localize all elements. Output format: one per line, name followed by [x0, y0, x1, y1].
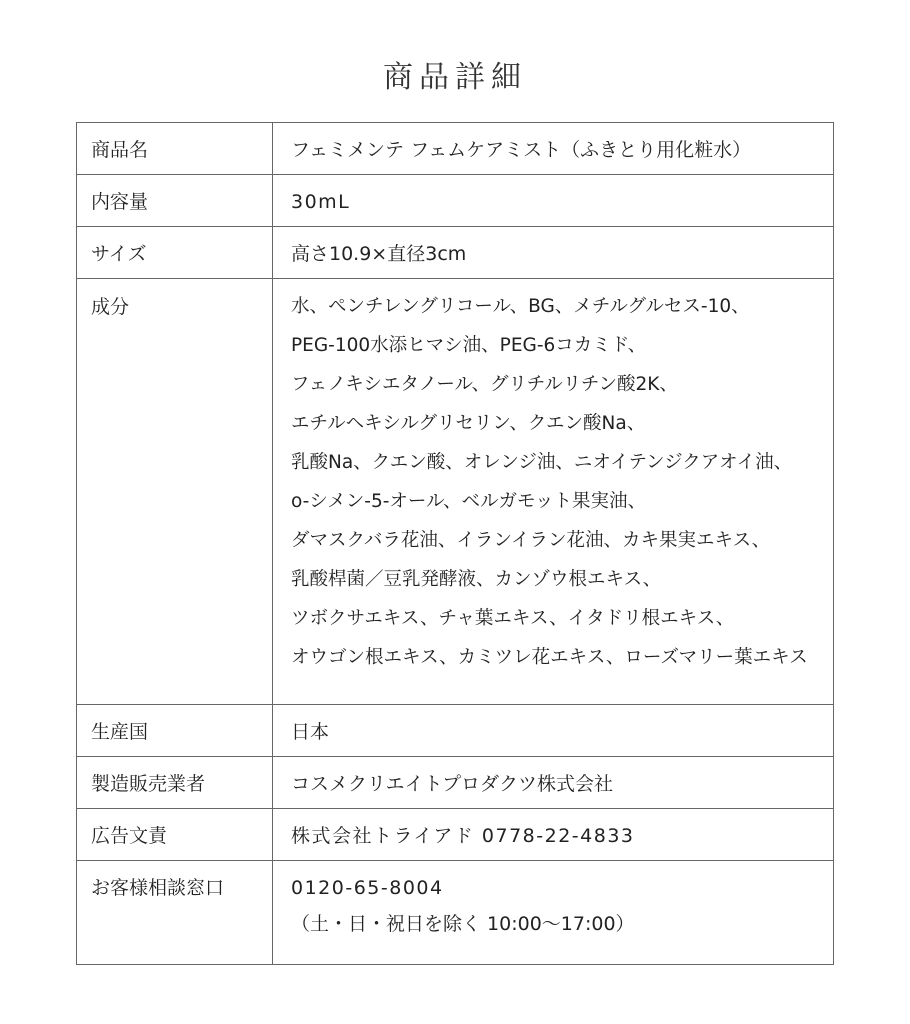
- table-row: [77, 705, 834, 757]
- table-row: [77, 809, 834, 861]
- origin-label: 生産国: [77, 705, 273, 757]
- contact-phone: 0120-65-8004: [291, 877, 444, 899]
- volume-label: 内容量: [77, 175, 273, 227]
- contact-label: お客様相談窓口: [77, 861, 273, 965]
- origin-value: 日本: [273, 705, 834, 757]
- ingredient-line: 水、ペンチレングリコール、BG、メチルグルセス-10、: [291, 296, 750, 317]
- product-details-table: [76, 122, 834, 965]
- product-name-label: 商品名: [77, 123, 273, 175]
- ingredient-line: 乳酸Na、クエン酸、オレンジ油、ニオイテンジクアオイ油、: [291, 452, 793, 473]
- ingredient-line: ダマスクバラ花油、イランイラン花油、カキ果実エキス、: [291, 530, 771, 551]
- size-label: サイズ: [77, 227, 273, 279]
- ingredient-line: フェノキシエタノール、グリチルリチン酸2K、: [291, 374, 678, 395]
- advertiser-label: 広告文責: [77, 809, 273, 861]
- ingredient-line: ツボクサエキス、チャ葉エキス、イタドリ根エキス、: [291, 608, 735, 629]
- volume-value: 30mL: [273, 175, 834, 227]
- ingredient-line: o-シメン-5-オール、ベルガモット果実油、: [291, 491, 647, 512]
- table-row: [77, 175, 834, 227]
- table-row: [77, 123, 834, 175]
- table-row: [77, 861, 834, 965]
- product-name-value: フェミメンテ フェムケアミスト（ふきとり用化粧水）: [273, 123, 834, 175]
- contact-hours: （土・日・祝日を除く 10:00～17:00）: [291, 913, 635, 935]
- ingredient-line: オウゴン根エキス、カミツレ花エキス、ローズマリー葉エキス: [291, 647, 808, 668]
- table-row: [77, 279, 834, 705]
- table-row: [77, 227, 834, 279]
- ingredients-value: [273, 279, 834, 705]
- contact-value: [273, 861, 834, 965]
- page-title: 商品詳細: [383, 60, 527, 95]
- table-row: [77, 757, 834, 809]
- manufacturer-value: コスメクリエイトプロダクツ株式会社: [273, 757, 834, 809]
- size-value: 高さ10.9×直径3cm: [273, 227, 834, 279]
- ingredient-line: 乳酸桿菌／豆乳発酵液、カンゾウ根エキス、: [291, 569, 662, 590]
- advertiser-value: 株式会社トライアド 0778-22-4833: [273, 809, 834, 861]
- ingredients-label: 成分: [77, 279, 273, 705]
- ingredient-line: PEG-100水添ヒマシ油、PEG-6コカミド、: [291, 335, 647, 356]
- manufacturer-label: 製造販売業者: [77, 757, 273, 809]
- ingredient-line: エチルヘキシルグリセリン、クエン酸Na、: [291, 413, 646, 434]
